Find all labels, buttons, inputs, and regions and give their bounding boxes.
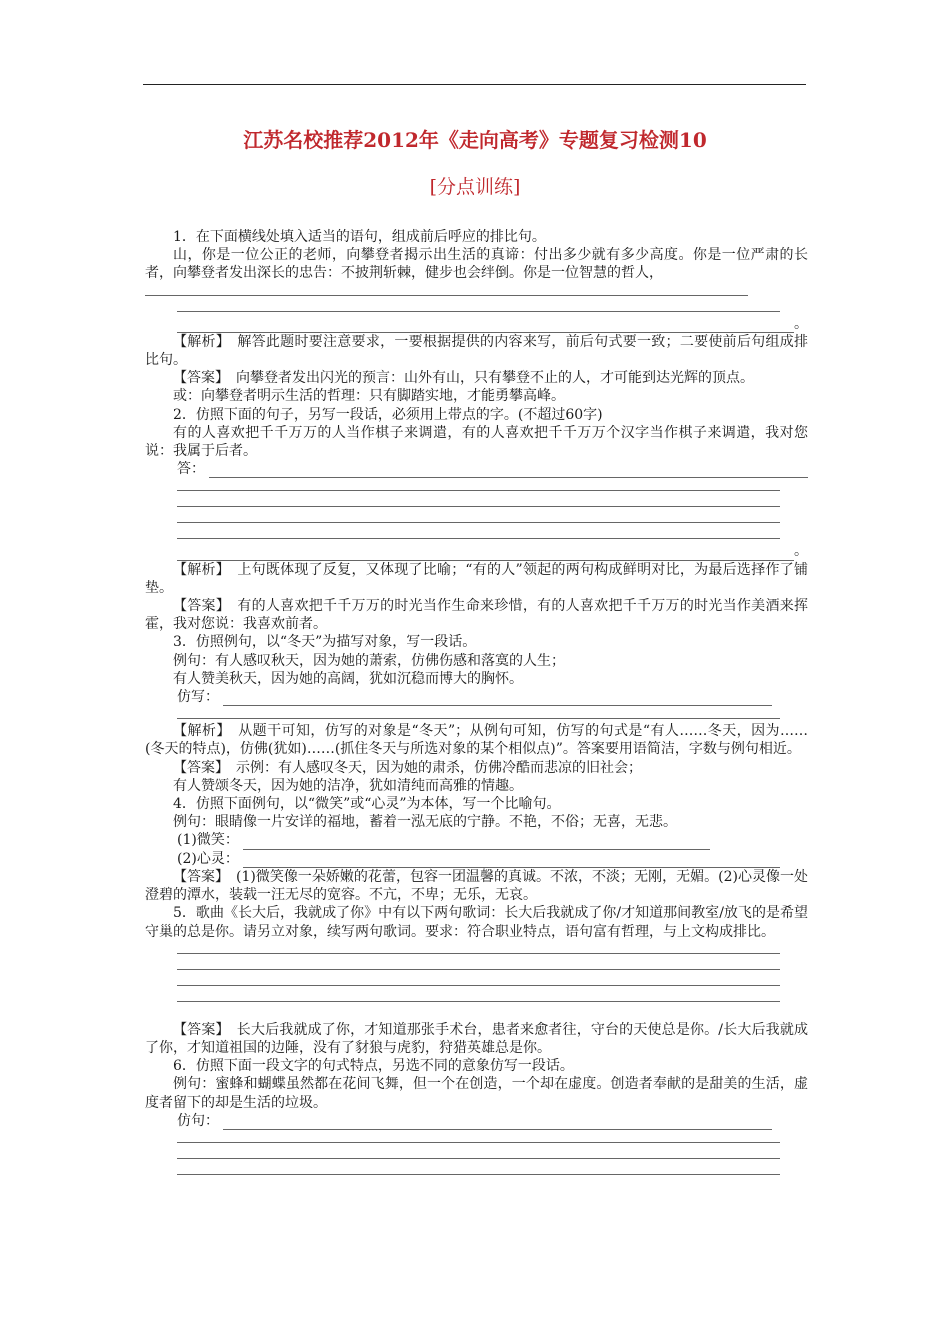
q5-spacer [145,1005,808,1021]
q4-item-2-label: (2)心灵： [177,850,239,867]
q2-answer-line-5[interactable] [145,542,808,560]
q1-analysis: 【解析】 解答此题时要注意要求，一要根据提供的内容来写，前后句式要一致；二要使前后句组成排比句。 [145,333,808,369]
q6-write-fill[interactable] [223,1116,772,1130]
q1-answer: 【答案】 向攀登者发出闪光的预言：山外有山，只有攀登不止的人，才可能到达光辉的顶点。 [173,370,754,387]
header-rule [143,84,806,85]
q1-stem: 1．在下面横线处填入适当的语句，组成前后呼应的排比句。 [173,229,546,245]
q4-item-1-fill[interactable] [243,836,710,850]
q3-write-row[interactable] [145,688,808,706]
q4-stem: 4．仿照下面例句，以“微笑”或“心灵”为本体，写一个比喻句。 [173,796,561,813]
q3-stem: 3．仿照例句，以“冬天”为描写对象，写一段话。 [173,634,477,651]
q4-example: 例句：眼睛像一片安详的福地，蓄着一泓无底的宁静。不艳，不俗；无喜，无悲。 [173,814,677,831]
q4-item-2-fill[interactable] [243,854,780,868]
page-subtitle: [分点训练] [429,176,521,198]
q2-period: 。 [794,543,808,560]
q6-write-line-2[interactable] [145,1130,808,1146]
q4-item-1-label: (1)微笑： [177,832,239,849]
q6-stem: 6．仿照下面一段文字的句式特点，另选不同的意象仿写一段话。 [173,1058,574,1075]
q5-answer-line-4[interactable] [145,989,808,1005]
q2-answer: 【答案】 有的人喜欢把千千万万的时光当作生命来珍惜，有的人喜欢把千千万万的时光当作美酒来挥霍，我对您说：我喜欢前者。 [145,598,808,633]
q2-answer-fill-2[interactable] [177,547,794,561]
q5-answer-line-2[interactable] [145,957,808,973]
document-body [145,228,808,1178]
q3-answer: 【答案】 示例：有人感叹冬天，因为她的肃杀，仿佛冷酷而悲凉的旧社会； [173,759,642,776]
q6-example: 例句：蜜蜂和蝴蝶虽然都在花间飞舞，但一个在创造，一个却在虚度。创造者奉献的是甜美的生活，虚度者留下的却是生活的垃圾。 [145,1076,808,1111]
q1-text: 山，你是一位公正的老师，向攀登者揭示出生活的真谛：付出多少就有多少高度。你是一位严肃的长者，向攀登者发出深长的忠告：不披荆斩棘，健步也会绊倒。你是一位智慧的哲人， [145,247,808,282]
q2-answer-label: 答： [177,461,205,478]
q2-answer-line-2[interactable] [145,494,808,510]
q5-answer: 【答案】 长大后我就成了你，才知道那张手术台，患者来愈者往，守台的天使总是你。/长大后我就成了你，才知道祖国的边陲，没有了豺狼与虎豹，狩猎英雄总是你。 [145,1021,808,1056]
page-title: 江苏名校推荐2012年《走向高考》专题复习检测10 [243,128,707,152]
q2-sentence: 有的人喜欢把千千万万的人当作棋子来调遣，有的人喜欢把千千万万个汉字当作棋子来调遣，我对您说：我属于后者。 [145,424,808,460]
q1-answer-line-2[interactable] [145,299,808,315]
q2-answer-line-1[interactable] [145,478,808,494]
q1-answer-line-3[interactable] [145,315,808,333]
q1-period: 。 [794,315,808,332]
q4-item-2-row[interactable] [145,850,808,868]
q3-example-2: 有人赞美秋天，因为她的高阔，犹如沉稳而博大的胸怀。 [173,670,523,687]
q5-answer-line-3[interactable] [145,973,808,989]
q1-answer-alt: 或：向攀登者明示生活的哲理：只有脚踏实地，才能勇攀高峰。 [173,388,565,405]
q3-write-fill[interactable] [223,692,772,706]
q2-answer-fill[interactable] [209,464,808,478]
q3-write-line-2[interactable] [145,706,808,722]
q2-stem: 2．仿照下面的句子，另写一段话，必须用上带点的字。(不超过60字) [173,406,603,423]
q6-write-line-3[interactable] [145,1146,808,1162]
q6-write-label: 仿句： [177,1112,219,1129]
q2-answer-line-4[interactable] [145,526,808,542]
q5-stem: 5．歌曲《长大后，我就成了你》中有以下两句歌词：长大后我就成了你/才知道那间教室/放飞的是希望守巢的总是你。请另立对象，续写两句歌词。要求：符合职业特点，语句富有哲理，与上文构成排比。 [145,905,808,940]
q3-write-label: 仿写： [177,689,219,706]
q5-answer-line-1[interactable] [145,941,808,957]
q1-answer-fill[interactable] [177,319,794,333]
q2-answer-line-3[interactable] [145,510,808,526]
q4-answer: 【答案】 (1)微笑像一朵娇嫩的花蕾，包容一团温馨的真诚。不浓，不淡；无刚，无媚。(2)心灵像一处澄碧的潭水，装载一汪无尽的宽容。不亢，不卑；无乐，无哀。 [145,868,808,904]
q3-example-1: 例句：有人感叹秋天，因为她的萧索，仿佛伤感和落寞的人生； [173,652,565,669]
q6-write-line-4[interactable] [145,1162,808,1178]
q3-answer-2: 有人赞颂冬天，因为她的洁净，犹如清纯而高雅的情趣。 [173,777,523,794]
q2-answer-row[interactable] [145,460,808,478]
q2-analysis: 【解析】 上句既体现了反复，又体现了比喻；“有的人”领起的两句构成鲜明对比，为最后选择作了铺垫。 [145,561,808,596]
q3-analysis: 【解析】 从题干可知，仿写的对象是“冬天”；从例句可知，仿写的句式是“有人……冬天，因为……(冬天的特点)，仿佛(犹如)……(抓住冬天与所选对象的某个相似点)”。答案要用语简洁，字数与例句相近。 [145,723,808,758]
q1-answer-line-1[interactable] [145,283,808,299]
q4-item-1-row[interactable] [145,831,808,849]
q6-write-row[interactable] [145,1112,808,1130]
